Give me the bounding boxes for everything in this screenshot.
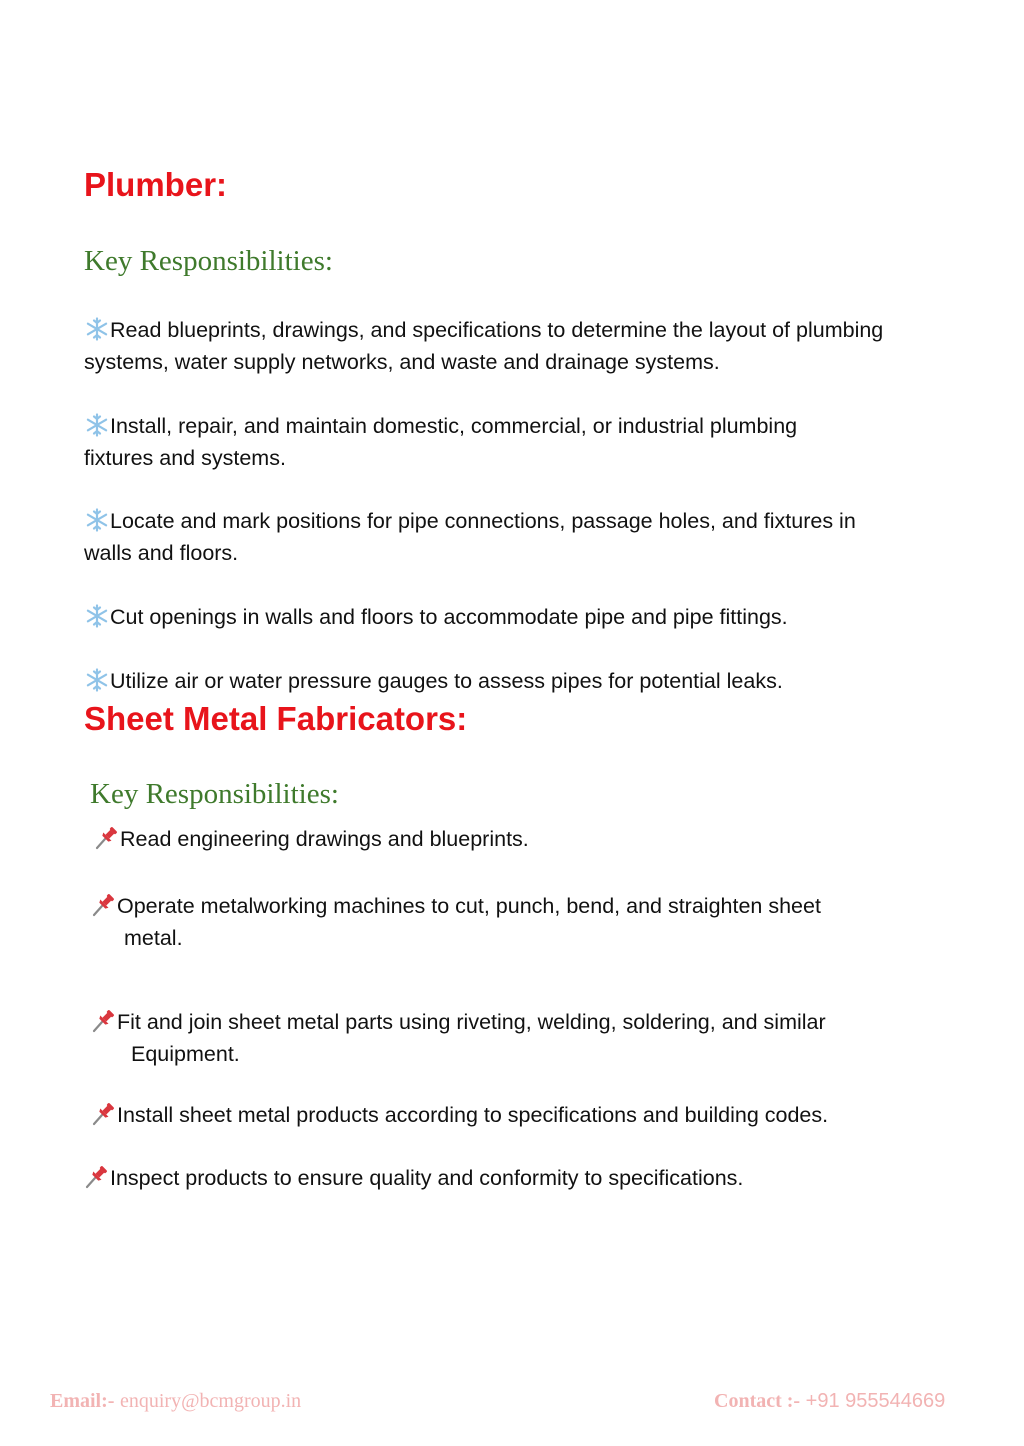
snowflake-icon <box>84 413 110 437</box>
sheet-metal-item-text-line1: Inspect products to ensure quality and conformity to specifications. <box>110 1166 744 1190</box>
sheet-metal-item <box>84 1162 743 1194</box>
plumber-item-text-line1: Utilize air or water pressure gauges to assess pipes for potential leaks. <box>110 669 783 693</box>
footer-contact <box>714 1387 945 1415</box>
plumber-item <box>84 410 797 474</box>
sheet-metal-item <box>91 890 821 954</box>
snowflake-icon <box>84 668 110 692</box>
snowflake-icon <box>84 317 110 341</box>
plumber-item <box>84 314 883 378</box>
sheet-metal-key-responsibilities-heading: Key Responsibilities: <box>90 778 339 810</box>
plumber-item-text-line2: systems, water supply networks, and waste and drainage systems. <box>84 350 720 374</box>
sheet-metal-item-text-line1: Operate metalworking machines to cut, punch, bend, and straighten sheet <box>117 894 821 918</box>
sheet-metal-item-text-line2: metal. <box>124 926 183 950</box>
plumber-item-text-line1: Install, repair, and maintain domestic, commercial, or industrial plumbing <box>110 414 798 438</box>
sheet-metal-item-text-line1: Fit and join sheet metal parts using riveting, welding, soldering, and similar <box>117 1010 826 1034</box>
plumber-item <box>84 505 856 569</box>
pushpin-icon <box>91 1102 117 1126</box>
plumber-item <box>84 665 783 697</box>
pushpin-icon <box>94 826 120 850</box>
plumber-item-text-line1: Cut openings in walls and floors to accommodate pipe and pipe fittings. <box>110 605 788 629</box>
plumber-item <box>84 601 788 633</box>
footer-contact-phone[interactable]: +91 955544669 <box>805 1390 946 1412</box>
plumber-item-text-line2: walls and floors. <box>84 541 239 565</box>
plumber-item-text-line1: Read blueprints, drawings, and specifications to determine the layout of plumbing <box>110 318 884 342</box>
plumber-key-responsibilities-heading: Key Responsibilities: <box>84 245 333 277</box>
footer-email-link[interactable]: enquiry@bcmgroup.in <box>120 1390 302 1412</box>
sheet-metal-item-text-line1: Install sheet metal products according to specifications and building codes. <box>117 1103 829 1127</box>
plumber-item-text-line2: fixtures and systems. <box>84 446 286 470</box>
sheet-metal-item <box>91 1099 828 1131</box>
pushpin-icon <box>91 1009 117 1033</box>
plumber-title: Plumber: <box>84 166 228 203</box>
plumber-item-text-line1: Locate and mark positions for pipe connections, passage holes, and fixtures in <box>110 509 856 533</box>
pushpin-icon <box>91 893 117 917</box>
sheet-metal-item <box>91 1006 826 1070</box>
snowflake-icon <box>84 508 110 532</box>
footer-contact-label: Contact :- <box>714 1390 801 1412</box>
sheet-metal-item-text-line1: Read engineering drawings and blueprints. <box>120 827 529 851</box>
pushpin-icon <box>84 1165 110 1189</box>
sheet-metal-item-text-line2: Equipment. <box>131 1042 240 1066</box>
footer-email-label: Email:- <box>50 1390 115 1412</box>
snowflake-icon <box>84 604 110 628</box>
sheet-metal-title: Sheet Metal Fabricators: <box>84 700 468 737</box>
footer-email <box>50 1387 301 1415</box>
sheet-metal-item <box>94 823 529 855</box>
